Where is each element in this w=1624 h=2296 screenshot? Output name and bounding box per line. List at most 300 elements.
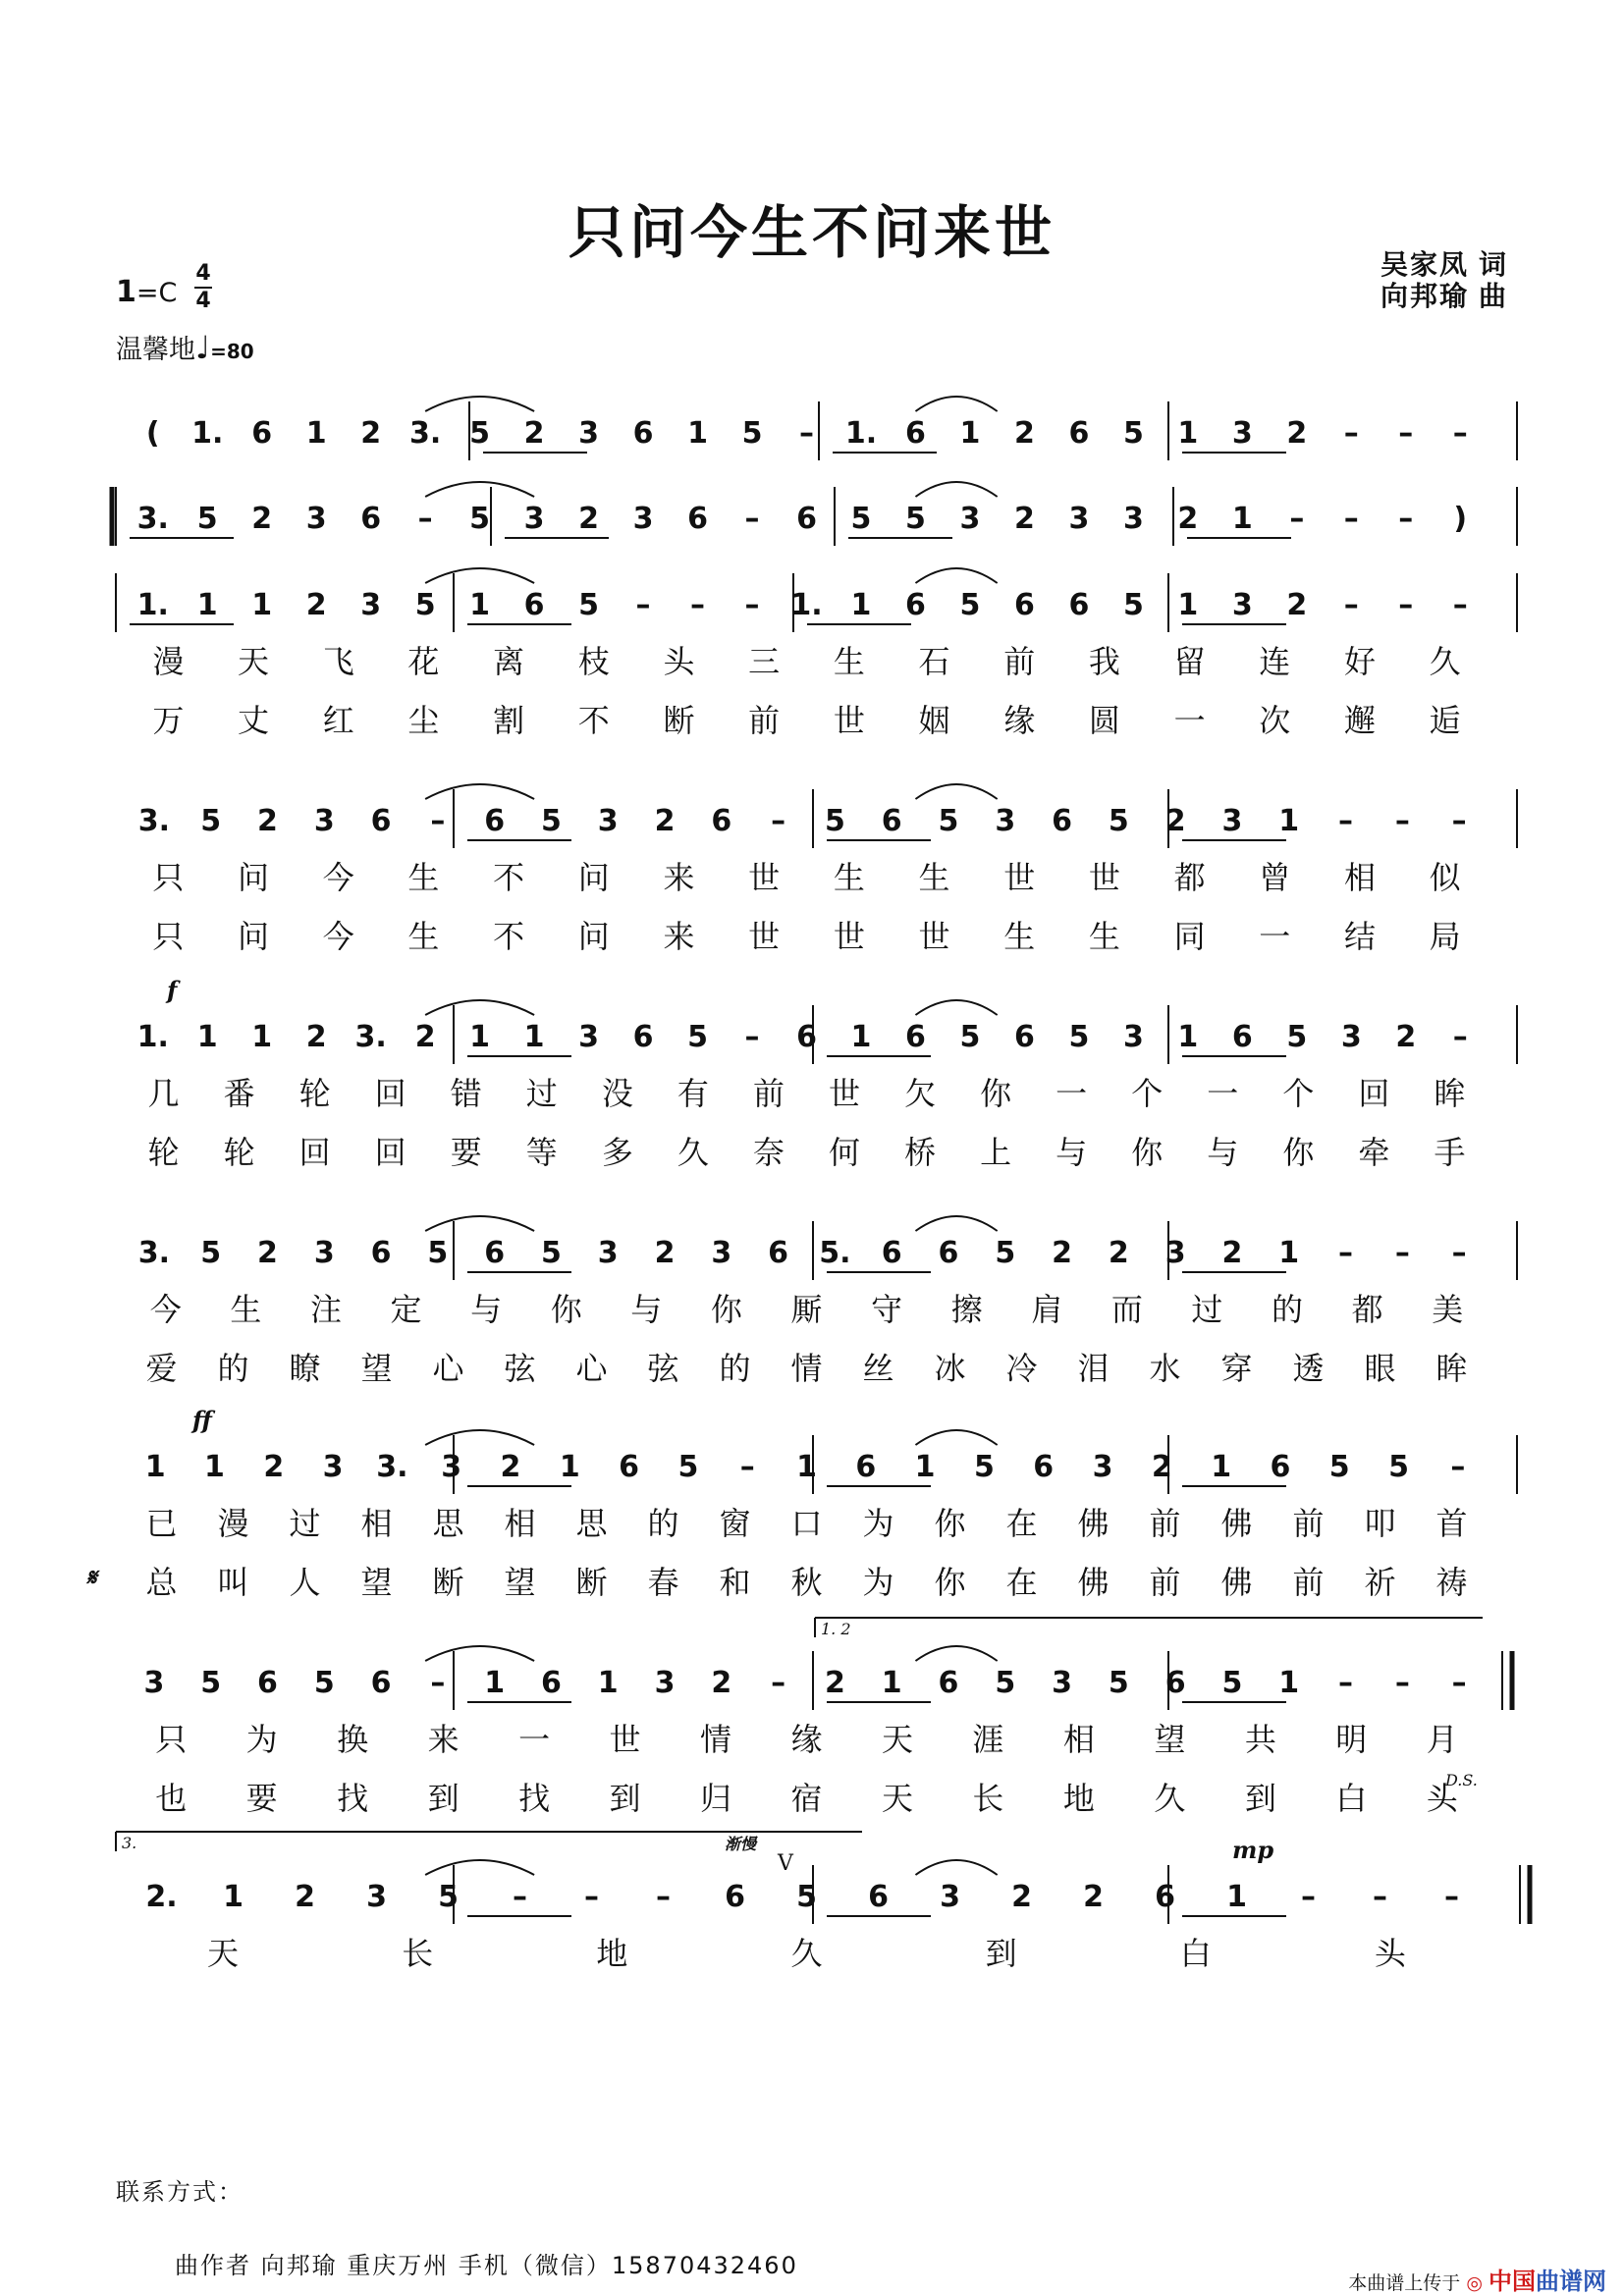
lyric-char: 月 bbox=[1426, 1721, 1458, 1758]
lyric-char: 心 bbox=[432, 1350, 464, 1387]
lyric-char: 与 bbox=[470, 1291, 503, 1328]
lyric-char: 换 bbox=[337, 1721, 369, 1758]
note: – bbox=[739, 1450, 755, 1484]
note: 3 bbox=[654, 1666, 676, 1700]
note: 2 bbox=[1177, 502, 1199, 536]
lyric-char: 过 bbox=[1191, 1291, 1223, 1328]
lyric-char: 尘 bbox=[407, 702, 440, 739]
lyric-char: 问 bbox=[238, 918, 270, 955]
note: 1 bbox=[796, 1450, 817, 1484]
lyric-char: 漫 bbox=[217, 1505, 249, 1542]
note: 3. bbox=[376, 1450, 408, 1484]
note: 1. bbox=[844, 416, 878, 451]
lyric-char: 头 bbox=[663, 643, 695, 680]
note: 3 bbox=[1231, 416, 1253, 451]
note: 3. bbox=[136, 502, 169, 536]
lyric-char: 到 bbox=[609, 1780, 641, 1817]
lyric-char: 局 bbox=[1429, 918, 1461, 955]
note: 2. bbox=[145, 1880, 178, 1914]
lyric-char: 要 bbox=[245, 1780, 278, 1817]
lyric-char: 美 bbox=[1432, 1291, 1464, 1328]
note: – bbox=[1398, 502, 1414, 536]
lyric-char: 天 bbox=[881, 1721, 913, 1758]
lyric-char: 到 bbox=[1244, 1780, 1276, 1817]
lyric-char: 而 bbox=[1110, 1291, 1143, 1328]
note: 3 bbox=[578, 1020, 600, 1054]
note: 1 bbox=[523, 1020, 545, 1054]
note: 5 bbox=[313, 1666, 335, 1700]
note: – bbox=[656, 1880, 671, 1914]
lyric-char: 白 bbox=[1179, 1935, 1212, 1972]
lyric-char: 个 bbox=[1282, 1075, 1315, 1112]
note: 6 bbox=[632, 416, 654, 451]
lyric-char: 生 bbox=[833, 859, 865, 896]
lyric-char: 丝 bbox=[862, 1350, 894, 1387]
lyric-char: 望 bbox=[360, 1350, 393, 1387]
note: 6 bbox=[938, 1236, 959, 1270]
note: – bbox=[1343, 416, 1359, 451]
lyric-char: 的 bbox=[719, 1350, 751, 1387]
lyric-char: 逅 bbox=[1429, 702, 1461, 739]
lyric-char: 久 bbox=[1154, 1780, 1186, 1817]
note: 3 bbox=[1052, 1666, 1072, 1700]
lyricist-role: 词 bbox=[1478, 248, 1508, 281]
note: 5 bbox=[200, 1236, 222, 1270]
lyric-verse-1 bbox=[0, 1292, 1624, 1331]
slur bbox=[425, 1860, 534, 1875]
composer-credit bbox=[1380, 275, 1508, 314]
lyric-char: 相 bbox=[1062, 1721, 1095, 1758]
lyric-verse-2 bbox=[0, 1135, 1624, 1174]
lyric-char: 一 bbox=[1056, 1075, 1088, 1112]
lyric-char: 桥 bbox=[904, 1134, 937, 1171]
note: 3 bbox=[1122, 1020, 1144, 1054]
lyric-char: 前 bbox=[1149, 1564, 1181, 1601]
note: 5 bbox=[1328, 1450, 1350, 1484]
lyric-char: 的 bbox=[1272, 1291, 1304, 1328]
note-row bbox=[0, 1667, 1624, 1706]
note: – bbox=[1289, 502, 1305, 536]
lyric-char: 连 bbox=[1259, 643, 1291, 680]
note-row bbox=[0, 805, 1624, 844]
note: 1 bbox=[484, 1666, 506, 1700]
note: 1 bbox=[1177, 416, 1199, 451]
lyric-char: 在 bbox=[1005, 1505, 1038, 1542]
lyric-char: 世 bbox=[1088, 859, 1120, 896]
note: 3 bbox=[313, 1236, 335, 1270]
time-signature bbox=[192, 261, 214, 314]
lyric-char: 曾 bbox=[1259, 859, 1291, 896]
note: 3 bbox=[143, 1666, 165, 1700]
lyric-char: 穿 bbox=[1220, 1350, 1253, 1387]
note: 6 bbox=[370, 1236, 392, 1270]
note: – bbox=[1343, 502, 1359, 536]
lyric-char: 飞 bbox=[322, 643, 354, 680]
lyric-char: 也 bbox=[155, 1780, 188, 1817]
note: 5 bbox=[741, 416, 763, 451]
lyric-char: 久 bbox=[1429, 643, 1461, 680]
note: 6 bbox=[1052, 804, 1072, 838]
note: 6 bbox=[370, 804, 392, 838]
lyric-char: 过 bbox=[289, 1505, 321, 1542]
note: – bbox=[1451, 1666, 1467, 1700]
note: 1 bbox=[251, 588, 273, 622]
note: 2 bbox=[360, 416, 382, 451]
note-row bbox=[0, 1451, 1624, 1490]
lyric-verse-1 bbox=[0, 1076, 1624, 1115]
lyric-char: 过 bbox=[525, 1075, 558, 1112]
note: 1 bbox=[687, 416, 708, 451]
note: 5 bbox=[1122, 416, 1144, 451]
slur bbox=[425, 568, 534, 583]
lyric-char: 几 bbox=[147, 1075, 180, 1112]
note: 5 bbox=[541, 1236, 562, 1270]
note: – bbox=[1452, 588, 1468, 622]
slur bbox=[425, 1430, 534, 1445]
note: 2 bbox=[1395, 1020, 1417, 1054]
lyric-char: 的 bbox=[647, 1505, 679, 1542]
lyric-char: 何 bbox=[829, 1134, 861, 1171]
note: – bbox=[1338, 1236, 1354, 1270]
note: 6 bbox=[1013, 1020, 1035, 1054]
note: 1 bbox=[850, 1020, 872, 1054]
lyric-char: 世 bbox=[829, 1075, 861, 1112]
note: 3. bbox=[354, 1020, 387, 1054]
lyric-char: 你 bbox=[934, 1564, 966, 1601]
lyric-char: 轮 bbox=[223, 1134, 255, 1171]
note: 6 bbox=[938, 1666, 959, 1700]
lyric-char: 与 bbox=[1207, 1134, 1239, 1171]
lyric-char: 叩 bbox=[1364, 1505, 1396, 1542]
lyric-char: 眸 bbox=[1434, 1075, 1466, 1112]
lyric-char: 似 bbox=[1429, 859, 1461, 896]
lyric-char: 你 bbox=[1282, 1134, 1315, 1171]
lyric-verse-2 bbox=[0, 919, 1624, 958]
note: 3 bbox=[1092, 1450, 1113, 1484]
note: 3. bbox=[137, 1236, 171, 1270]
note: 1 bbox=[144, 1450, 166, 1484]
site-brand bbox=[1489, 2268, 1606, 2295]
lyric-char: 冷 bbox=[1005, 1350, 1038, 1387]
note: 6 bbox=[1013, 588, 1035, 622]
note: 3. bbox=[408, 416, 442, 451]
key-signature bbox=[116, 275, 177, 309]
note: 1 bbox=[959, 416, 981, 451]
lyric-char: 一 bbox=[1173, 702, 1206, 739]
note: – bbox=[1338, 1666, 1354, 1700]
note: 2 bbox=[1286, 416, 1308, 451]
lyric-char: 头 bbox=[1374, 1935, 1406, 1972]
note: – bbox=[744, 502, 760, 536]
lyric-char: 到 bbox=[985, 1935, 1017, 1972]
note: 1 bbox=[914, 1450, 936, 1484]
lyric-char: 回 bbox=[374, 1134, 406, 1171]
lyric-char: 来 bbox=[427, 1721, 460, 1758]
dynamic-marking: ff bbox=[192, 1406, 212, 1434]
lyric-char: 欠 bbox=[904, 1075, 937, 1112]
lyric-char: 已 bbox=[145, 1505, 178, 1542]
slur bbox=[915, 1646, 997, 1661]
note: 3 bbox=[360, 588, 382, 622]
note: – bbox=[744, 588, 760, 622]
lyric-char: 明 bbox=[1335, 1721, 1368, 1758]
note: 1 bbox=[1211, 1450, 1232, 1484]
lyric-char: 等 bbox=[525, 1134, 558, 1171]
lyric-verse-1 bbox=[0, 644, 1624, 683]
lyric-char: 心 bbox=[575, 1350, 608, 1387]
contact-label: 联系方式： bbox=[116, 2178, 244, 2206]
note: 1 bbox=[1278, 804, 1300, 838]
uploaded-text: 本曲谱上传于 bbox=[1348, 2272, 1461, 2294]
note: 6 bbox=[257, 1666, 278, 1700]
lyric-char: 找 bbox=[518, 1780, 551, 1817]
tempo-marking bbox=[116, 328, 254, 366]
lyric-char: 眼 bbox=[1364, 1350, 1396, 1387]
lyric-char: 留 bbox=[1173, 643, 1206, 680]
note: 5 bbox=[1221, 1666, 1243, 1700]
lyric-char: 今 bbox=[149, 1291, 182, 1328]
note: 2 bbox=[414, 1020, 436, 1054]
lyric-char: 花 bbox=[407, 643, 440, 680]
lyric-char: 断 bbox=[663, 702, 695, 739]
slur bbox=[915, 1860, 997, 1875]
note: 3 bbox=[959, 502, 981, 536]
lyric-char: 相 bbox=[1343, 859, 1376, 896]
lyric-char: 你 bbox=[934, 1505, 966, 1542]
note: 3 bbox=[597, 804, 619, 838]
note: 3 bbox=[1122, 502, 1144, 536]
lyric-verse-2 bbox=[0, 1565, 1624, 1604]
lyric-char: 与 bbox=[630, 1291, 663, 1328]
lyric-char: 为 bbox=[245, 1721, 278, 1758]
lyric-char: 你 bbox=[1131, 1134, 1164, 1171]
note: 6 bbox=[1155, 1880, 1175, 1914]
lyric-char: 生 bbox=[1088, 918, 1120, 955]
note: 6 bbox=[1068, 416, 1090, 451]
lyric-char: 望 bbox=[360, 1564, 393, 1601]
note: 2 bbox=[1164, 804, 1186, 838]
lyric-verse-1 bbox=[0, 860, 1624, 899]
lyric-char: 前 bbox=[752, 1075, 785, 1112]
lyric-char: 情 bbox=[790, 1350, 823, 1387]
note: 6 bbox=[711, 804, 732, 838]
note: 2 bbox=[711, 1666, 732, 1700]
note: 5 bbox=[200, 804, 222, 838]
note: 2 bbox=[305, 1020, 327, 1054]
note: 1 bbox=[469, 1020, 491, 1054]
slur bbox=[915, 568, 997, 583]
note: – bbox=[1373, 1880, 1387, 1914]
lyric-char: 情 bbox=[700, 1721, 732, 1758]
segno-icon: 𝄋 bbox=[86, 1563, 97, 1591]
lyric-char: 人 bbox=[289, 1564, 321, 1601]
note: 1 bbox=[223, 1880, 244, 1914]
note: 2 bbox=[654, 1236, 676, 1270]
lyric-char: 天 bbox=[238, 643, 270, 680]
note: 1 bbox=[1177, 588, 1199, 622]
note: 5 bbox=[973, 1450, 995, 1484]
lyric-char: 天 bbox=[881, 1780, 913, 1817]
note: 5 bbox=[1068, 1020, 1090, 1054]
lyric-char: 瞭 bbox=[289, 1350, 321, 1387]
note: – bbox=[1398, 416, 1414, 451]
lyric-char: 生 bbox=[230, 1291, 262, 1328]
lyric-char: 割 bbox=[493, 702, 525, 739]
lyric-char: 守 bbox=[871, 1291, 903, 1328]
lyric-char: 今 bbox=[322, 918, 354, 955]
lyric-char: 次 bbox=[1259, 702, 1291, 739]
slur bbox=[915, 482, 997, 497]
note: – bbox=[513, 1880, 527, 1914]
note: – bbox=[1444, 1880, 1459, 1914]
note-row bbox=[0, 503, 1624, 542]
slur bbox=[425, 482, 534, 497]
note: 3 bbox=[940, 1880, 960, 1914]
note: 2 bbox=[1052, 1236, 1072, 1270]
note: 1. bbox=[136, 588, 169, 622]
note: – bbox=[1452, 416, 1468, 451]
lyric-char: 前 bbox=[1149, 1505, 1181, 1542]
lyric-char: 同 bbox=[1173, 918, 1206, 955]
lyric-char: 你 bbox=[710, 1291, 742, 1328]
note: 2 bbox=[257, 804, 278, 838]
lyric-char: 丈 bbox=[238, 702, 270, 739]
note: 2 bbox=[824, 1666, 845, 1700]
quarter-note-icon: ♩ bbox=[195, 329, 211, 366]
note: 2 bbox=[1108, 1236, 1129, 1270]
note: 2 bbox=[578, 502, 600, 536]
note: 3 bbox=[441, 1450, 462, 1484]
note: 5 bbox=[469, 502, 491, 536]
note: 1 bbox=[1278, 1666, 1300, 1700]
lyric-char: 万 bbox=[152, 702, 185, 739]
note: 1 bbox=[196, 1020, 218, 1054]
lyric-char: 一 bbox=[1207, 1075, 1239, 1112]
lyric-char: 佛 bbox=[1077, 1564, 1110, 1601]
lyric-char: 长 bbox=[402, 1935, 434, 1972]
note: 1 bbox=[1278, 1236, 1300, 1270]
note: 6 bbox=[881, 804, 902, 838]
note: 6 bbox=[796, 1020, 817, 1054]
lyric-char: 问 bbox=[577, 918, 610, 955]
note: 1 bbox=[469, 588, 491, 622]
note: 3 bbox=[305, 502, 327, 536]
note-row bbox=[0, 589, 1624, 628]
lyric-char: 佛 bbox=[1077, 1505, 1110, 1542]
note: 5 bbox=[796, 1880, 817, 1914]
note: 6 bbox=[1033, 1450, 1055, 1484]
note: 5 bbox=[959, 588, 981, 622]
lyric-char: 长 bbox=[972, 1780, 1004, 1817]
lyric-char: 番 bbox=[223, 1075, 255, 1112]
note: 5 bbox=[414, 588, 436, 622]
lyric-char: 世 bbox=[918, 918, 950, 955]
note: – bbox=[1398, 588, 1414, 622]
site-brand-a: 中国 bbox=[1489, 2268, 1536, 2295]
lyric-char: 都 bbox=[1351, 1291, 1383, 1328]
note: 3 bbox=[632, 502, 654, 536]
lyric-char: 好 bbox=[1343, 643, 1376, 680]
lyric-char: 回 bbox=[298, 1134, 331, 1171]
lyric-char: 上 bbox=[980, 1134, 1012, 1171]
note: 5 bbox=[196, 502, 218, 536]
note: 1 bbox=[204, 1450, 225, 1484]
lyric-char: 世 bbox=[833, 702, 865, 739]
lyric-char: 前 bbox=[1292, 1564, 1325, 1601]
note: 6 bbox=[868, 1880, 889, 1914]
composer-name: 向邦瑜 bbox=[1380, 280, 1469, 312]
lyric-char: 世 bbox=[1003, 859, 1036, 896]
slur bbox=[915, 1216, 997, 1231]
key-name: =C bbox=[135, 278, 178, 308]
lyric-char: 生 bbox=[407, 918, 440, 955]
site-credit bbox=[1348, 2262, 1606, 2296]
lyric-char: 祈 bbox=[1364, 1564, 1396, 1601]
note: 2 bbox=[1013, 502, 1035, 536]
note: 1 bbox=[881, 1666, 902, 1700]
lyric-char: 擦 bbox=[950, 1291, 983, 1328]
note: 2 bbox=[1286, 588, 1308, 622]
note: 5 bbox=[578, 588, 600, 622]
note: 6 bbox=[360, 502, 382, 536]
slur bbox=[915, 784, 997, 799]
lyric-char: 枝 bbox=[577, 643, 610, 680]
lyric-char: 生 bbox=[918, 859, 950, 896]
note: 1 bbox=[1231, 502, 1253, 536]
time-sig-top: 4 bbox=[195, 261, 211, 286]
slur bbox=[425, 397, 534, 411]
note: 5 bbox=[1388, 1450, 1409, 1484]
lyric-char: 石 bbox=[918, 643, 950, 680]
note: 1 bbox=[251, 1020, 273, 1054]
note: 6 bbox=[725, 1880, 745, 1914]
note: 6 bbox=[881, 1236, 902, 1270]
lyric-char: 来 bbox=[663, 918, 695, 955]
note: 6 bbox=[484, 804, 506, 838]
time-sig-bottom: 4 bbox=[195, 289, 211, 313]
note: 5 bbox=[469, 416, 491, 451]
lyric-char: 泪 bbox=[1077, 1350, 1110, 1387]
lyric-char: 生 bbox=[407, 859, 440, 896]
note: 1 bbox=[196, 588, 218, 622]
note: 5 bbox=[1286, 1020, 1308, 1054]
note: 2 bbox=[523, 416, 545, 451]
lyric-char: 找 bbox=[337, 1780, 369, 1817]
note: 1. bbox=[136, 1020, 169, 1054]
lyric-char: 宿 bbox=[790, 1780, 823, 1817]
note: 3 bbox=[995, 804, 1016, 838]
note-row bbox=[0, 1881, 1624, 1920]
note: 5 bbox=[824, 804, 845, 838]
lyric-char: 只 bbox=[155, 1721, 188, 1758]
lyric-char: 邂 bbox=[1343, 702, 1376, 739]
lyric-char: 祷 bbox=[1435, 1564, 1468, 1601]
lyric-char: 首 bbox=[1435, 1505, 1468, 1542]
note: – bbox=[430, 1666, 446, 1700]
note: 2 bbox=[1151, 1450, 1172, 1484]
slur bbox=[425, 1216, 534, 1231]
note: 5 bbox=[438, 1880, 459, 1914]
note-row bbox=[0, 417, 1624, 456]
lyric-verse-1 bbox=[0, 1936, 1624, 1975]
lyric-char: 牵 bbox=[1358, 1134, 1390, 1171]
note: 6 bbox=[370, 1666, 392, 1700]
dynamic-marking: f bbox=[167, 976, 178, 1004]
note: 1 bbox=[1177, 1020, 1199, 1054]
note: 2 bbox=[263, 1450, 285, 1484]
note: 2 bbox=[1013, 416, 1035, 451]
note: 6 bbox=[687, 502, 708, 536]
